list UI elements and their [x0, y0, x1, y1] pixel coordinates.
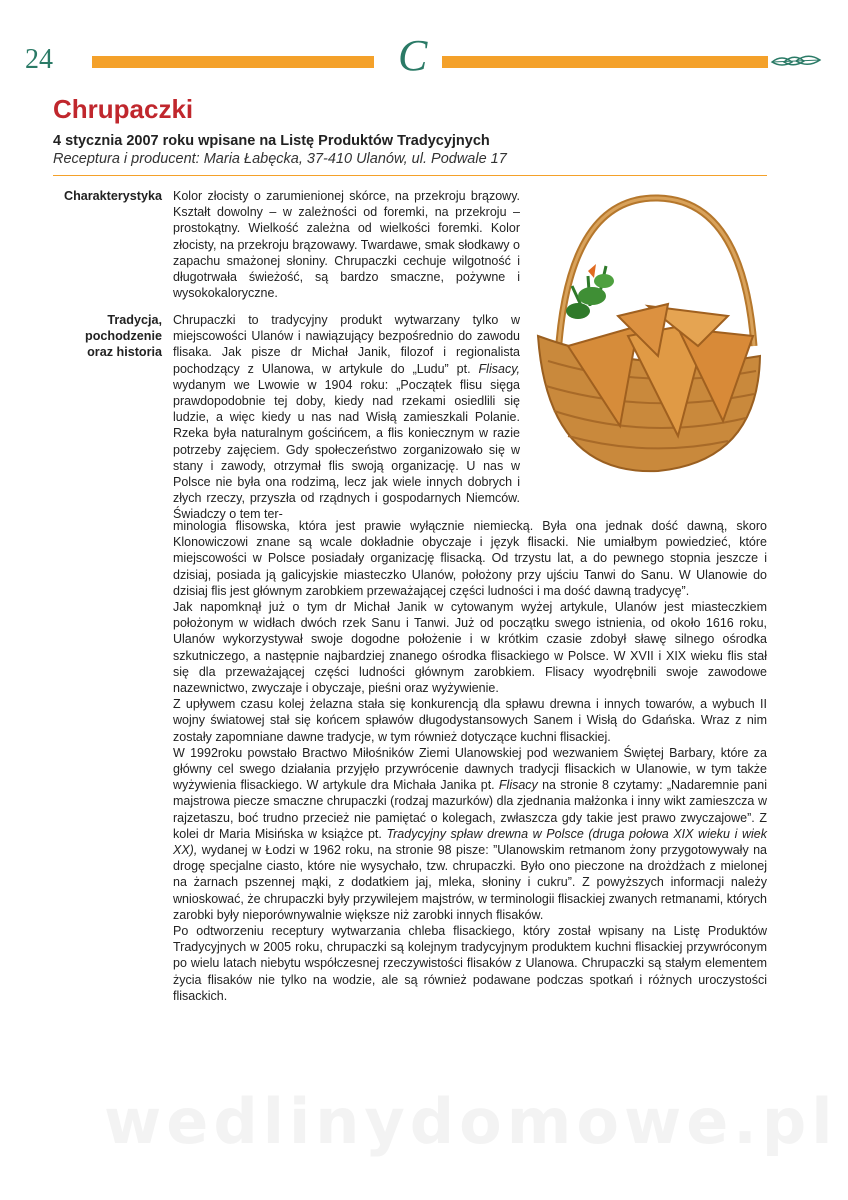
section-letter: C	[398, 31, 428, 80]
history-paragraph-part: na stronie 8 czytamy: „Nadaremnie pani majstrowa piecze smaczne chrupaczki (rodzaj mazurków) dla zjednania małżonka i inny wikt zamieszcza w rajzetaszu, boć trudno przecież nie pamiętać o kolegach, zwłaszcza gdy takie jest prawo zwyczajowe”. Z kolei dr Maria Misińska w książce pt.	[173, 778, 767, 841]
history-label	[40, 312, 162, 360]
product-title: Chrupaczki	[53, 94, 194, 124]
history-paragraph: Z upływem czasu kolej żelazna stała się konkurencją dla spławu drewna i innych towarów, a wybuch II wojny światowej stał się końcem spławów długodystansowych Sanem i Wisłą do Gdańska. Wraz z nim zostały zapomniane dawne tradycje, w tym również dotyczące kuchni flisackiej.	[173, 697, 767, 744]
publication-title: Flisacy,	[478, 361, 520, 376]
leaf-ornament-icon	[770, 50, 822, 72]
watermark: wedlinydomowe.pl	[104, 1085, 838, 1158]
characteristics-text: Kolor złocisty o zarumienionej skórce, na przekroju brązowy. Kształt dowolny – w zależności od foremki, na przekroju – prostokątny. Wielkość zależna od wielkości foremki. Kolor złocisty, na przekroju brązowawy. Twardawe, smak słodkawy o zapachu smażonej słoniny. Chrupaczki cechuje wilgotność i długotrwała świeżość, są bardzo smaczne, pożywne i wysokokaloryczne.	[173, 189, 520, 301]
registration-subtitle: 4 stycznia 2007 roku wpisane na Listę Produktów Tradycyjnych	[53, 133, 490, 149]
history-label-line: Tradycja,	[107, 313, 162, 327]
history-paragraph: Po odtworzeniu receptury wytwarzania chleba flisackiego, który został wpisany na Listę Produktów Tradycyjnych w 2005 roku, chrupaczki są kolejnym tradycyjnym produktem kuchni flisackiej przywróconym po wielu latach niebytu współczesnej rzeczywistości flisaków z Ulanowa. Chrupaczki są stałym elementem życia flisaków nie tylko na wodzie, ale są również podawane podczas spotkań i różnych uroczystości flisackich.	[173, 924, 767, 1003]
header-rule	[53, 175, 767, 176]
history-label-line: oraz historia	[87, 345, 162, 359]
history-text-wide	[173, 518, 767, 1004]
history-text-narrow	[173, 312, 520, 523]
header-bar-left	[92, 56, 374, 68]
history-paragraph: Jak napomknął już o tym dr Michał Janik w cytowanym wyżej artykule, Ulanów jest miasteczkiem położonym w widłach dwóch rzek Sanu i Tanwi. Już od początku swego istnienia, od około 1616 roku, Ulanów wykorzystywał swoje dogodne położenie i w krótkim czasie zdobył sławę silnego ośrodka szkutniczego, a następnie najbardziej znanego ośrodka flisackiego w Polsce. W XVII i XIX wieku flis stał się dla przeważającej części ludności głównym zarobkiem. Flisacy wyodrębnili swoje zawodowe nazewnictwo, zwyczaje i obyczaje, pieśni oraz wyżywienie.	[173, 600, 767, 696]
page-header	[0, 0, 848, 90]
history-paragraph	[173, 745, 767, 923]
history-paragraph-part: wydanym we Lwowie w 1904 roku: „Początek flisu sięga prawdopodobnie tej doby, kiedy nad rzekami osiedlili się ludzie, a więc kiedy u nas nad Wisłą zamieszkali Polanie. Rzeka była naturalnym gościńcem, a flis koniecznym w razie potrzeby zajęciem. Gdy społeczeństwo zorganizowało się w stany i zawody, otrzymał flis swoją organizację. U nas w Polsce nie była ona rodzimą, lecz jak wiele innych dobrych i złych rzeczy, przyszła od rządnych i gospodarnych Niemców. Świadczy o tem ter-	[173, 377, 520, 522]
history-label-line: pochodzenie	[85, 329, 162, 343]
publication-title: Tradycyjny spław drewna w Polsce (druga połowa XIX wieku i wiek XX),	[173, 826, 767, 858]
header-bar-right	[442, 56, 768, 68]
producer-line: Receptura i producent: Maria Łabęcka, 37-410 Ulanów, ul. Podwale 17	[53, 151, 507, 167]
publication-title: Flisacy	[498, 778, 538, 793]
history-paragraph: minologia flisowska, która jest prawie wyłącznie niemiecką. Była ona jednak dość dawną, skoro Klonowiczowi znane są wcale dokładnie obyczaje i język flisacki. Nie umiałbym powiedzieć, które miejscowości w Polsce posiadały organizację flisacką. Od trzystu lat, a do pewnego stopnia jeszcze i dzisiaj, posiada ją galicyjskie miasteczko Ulanów, położony przy ujściu Tanwi do Sanu. W Ulanowie do dzisiaj flis jest głównym zarobkiem przeważającej części ludności i ma dość dawną tradycyę”.	[173, 519, 767, 598]
characteristics-label: Charakterystyka	[63, 189, 162, 203]
history-paragraph-part: wydanej w Łodzi w 1962 roku, na stronie 98 pisze: ”Ulanowskim retmanom żony przygotowywały na drogę specjalne ciasto, które nie wysychało, tzw. chrupaczki. Było ono pieczone na drożdżach z mielonej na żarnach pszennej mąki, z dodatkiem jaj, mleka, słoniny i cukru”. Z powyższych informacji należy wnioskować, że chrupaczki były przywilejem majstrów, w terminologii flisackiej zwanych retmanami, których zarobki były nieporównywalnie większe niż zarobki innych flisaków.	[173, 843, 767, 922]
page-number: 24	[25, 44, 53, 75]
history-paragraph-part: Chrupaczki to tradycyjny produkt wytwarzany tylko w miejscowości Ulanów i nawiązujący bezpośrednio do zawodu flisaka. Jak pisze dr Michał Janik, filozof i regionalista pochodzący z Ulanowa, w artykule do „Ludu” pt.	[173, 313, 520, 376]
basket-of-chrupaczki-image	[528, 186, 768, 476]
history-paragraph-part: W 1992roku powstało Bractwo Miłośników Ziemi Ulanowskiej pod wezwaniem Świętej Barbary, które za główny cel swego działania przyjęło przywrócenie dawnych tradycji flisackich w Ulanowie, w tym także wyżywienia flisackiego. W artykule dra Michała Janika pt.	[173, 745, 767, 793]
